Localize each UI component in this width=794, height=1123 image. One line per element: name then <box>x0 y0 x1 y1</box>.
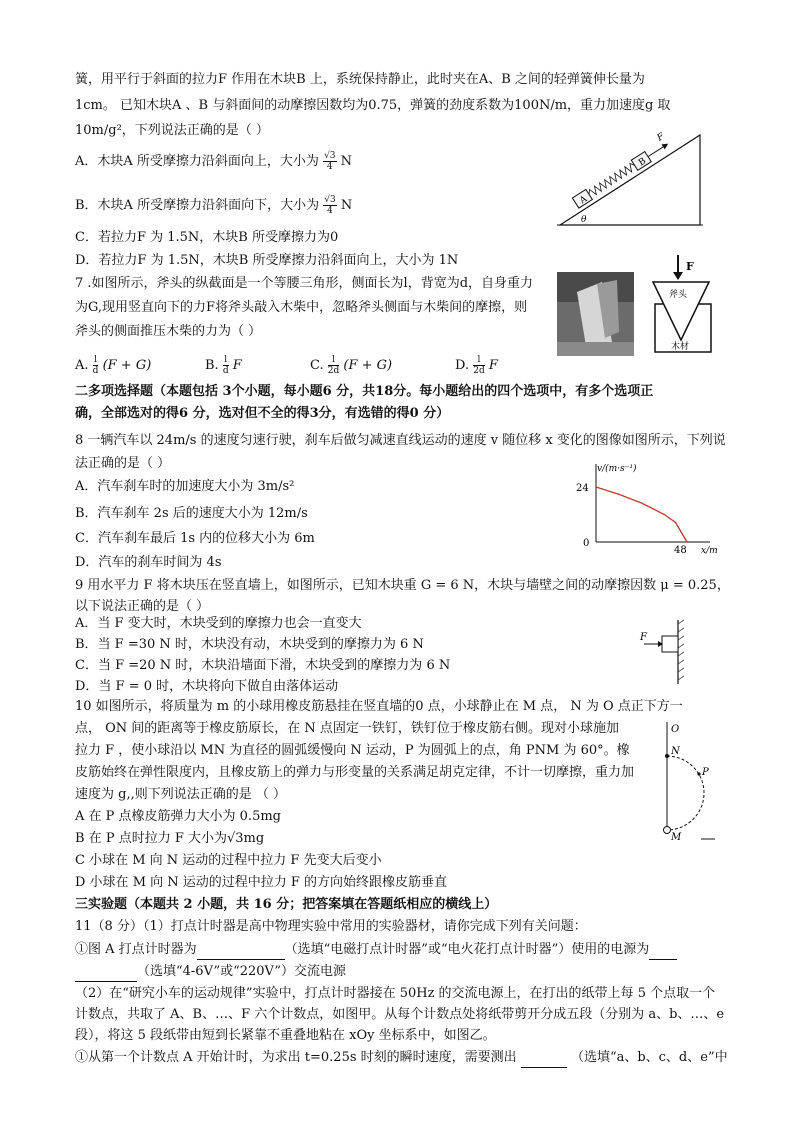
x-tick-label: 48 <box>674 545 687 555</box>
q7-line-1: 7 .如图所示，斧头的纵截面是一个等腰三角形，侧面长为l，背宽为d，自身重力 <box>75 276 534 291</box>
q10-option-c: C 小球在 M 向 N 运动的过程中拉力 F 先变大后变小 <box>75 853 382 868</box>
q11-line-5: 计数点，共取了 A、B、…、F 六个计数点，如图甲。从每个计数点处将纸带剪开分成五段（分别为 a、b、…、e <box>75 1007 725 1022</box>
blank-3[interactable] <box>521 1049 567 1068</box>
frac-denominator: 4 <box>326 162 333 172</box>
series-line <box>596 487 687 542</box>
axe-diagram <box>645 252 725 357</box>
q8-option-c: C．汽车刹车最后 1s 内的位移大小为 6m <box>75 531 315 546</box>
q9-line-2: 以下说法正确的是（ ） <box>75 599 210 614</box>
theta-label: θ <box>581 215 587 225</box>
rubber-band-figure <box>655 718 725 843</box>
q6-option-c: C．若拉力F 为 1.5N，木块B 所受摩擦力为0 <box>75 230 339 245</box>
q10-line-1: 10 如图所示，将质量为 m 的小球用橡皮筋悬挂在竖直墙的0 点，小球静止在 M 点， N 为 O 点正下方一 <box>75 699 683 714</box>
block-a-label: A <box>578 194 590 207</box>
force-f-label: F <box>686 260 694 273</box>
q10-option-b: B 在 P 点时拉力 F 大小为√3mg <box>75 831 265 846</box>
q7-option-b: B. $\frac{l}{d}$ F <box>205 355 242 376</box>
point-m-label: M <box>671 832 682 843</box>
section2-line-2: 确，全部选对的得6 分，选对但不全的得3分，有选错的得0 分） <box>75 406 450 421</box>
q9-option-b: B．当 F =30 N 时，木块没有动，木块受到的摩擦力为 6 N <box>75 637 424 652</box>
q8-line-2: 法正确的是（ ） <box>75 456 171 471</box>
q11-line-1: 11（8 分）（1）打点计时器是高中物理实验中常用的实验器材，请你完成下列有关问题： <box>75 919 587 934</box>
q6-option-b: B．木块A 所受摩擦力沿斜面向下，大小为 $\frac{√3}{4}$ N <box>75 195 353 216</box>
blank-2b[interactable] <box>75 963 137 982</box>
q6-line-1: 簧，用平行于斜面的拉力F 作用在木块B 上，系统保持静止，此时夹在A、B 之间的轻弹簧伸长量为 <box>75 72 645 87</box>
q6-line-2: 1cm。 已知木块A 、B 与斜面间的动摩擦因数均为0.75，弹簧的劲度系数为100N/m，重力加速度g 取 <box>75 98 671 113</box>
q7-line-3: 斧头的侧面推压木柴的力为（ ） <box>75 324 262 339</box>
q7-option-a: A. $\frac{l}{d}$ (F + G) <box>75 355 152 376</box>
q8-option-d: D．汽车的刹车时间为 4s <box>75 555 222 570</box>
q9-option-a: A．当 F 变大时，木块受到的摩擦力也会一直变大 <box>75 616 362 631</box>
q10-option-a: A 在 P 点橡皮筋弹力大小为 0.5mg <box>75 809 281 824</box>
q11-line-3: （选填“4-6V”或“220V”）交流电源 <box>75 963 346 982</box>
q10-line-5: 速度为 g,,则下列说法正确的是 （ ） <box>75 787 286 802</box>
q11-line-4: （2）在“研究小车的运动规律”实验中，打点计时器接在 50Hz 的交流电源上，在打出的纸带上每 5 个点取一个 <box>75 986 716 1001</box>
y-axis-label: v/(m·s⁻¹) <box>597 464 637 474</box>
q6-option-a: A．木块A 所受摩擦力沿斜面向上，大小为 $\frac{√3}{4}$ N <box>75 151 353 172</box>
arc-path <box>667 756 704 830</box>
q6-option-d: D．若拉力F 为 1.5N，木块B 所受摩擦力沿斜面向上，大小为 1N <box>75 253 459 268</box>
q6-line-3: 10m/g²，下列说法正确的是（ ） <box>75 123 269 138</box>
force-f-label: F <box>640 632 647 643</box>
down-arrow-icon <box>673 272 683 280</box>
point-n-label: N <box>671 746 680 757</box>
force-f-label: F <box>655 131 667 144</box>
q10-line-2: 点， ON 间的距离等于橡皮筋原长，在 N 点固定一铁钉，铁钉位于橡皮筋右侧。现对小球施加 <box>75 721 619 736</box>
axe-photo <box>557 272 634 356</box>
wood-label: 木材 <box>671 342 690 352</box>
q9-option-c: C．当 F =20 N 时，木块沿墙面下滑，木块受到的摩擦力为 6 N <box>75 658 451 673</box>
q10-line-4: 皮筋始终在弹性限度内，且橡皮筋上的弹力与形变量的关系满足胡克定律，不计一切摩擦，重力加 <box>75 765 635 780</box>
blank-2a[interactable] <box>649 941 677 960</box>
q7-line-2: 为G,现用竖直向下的力F将斧头敲入木柴中，忽略斧头侧面与木柴间的摩擦，则 <box>75 300 528 315</box>
q11-line-7: ①从第一个计数点 A 开始计时，为求出 t=0.25s 时刻的瞬时速度，需要测出 （选填“a、b、c、d、e”中 <box>75 1049 728 1068</box>
point-p <box>697 772 700 775</box>
q7-option-c: C. $\frac{l}{2d}$ (F + G) <box>310 355 393 376</box>
axe-label: 斧头 <box>669 290 688 300</box>
origin-label: 0 <box>583 538 590 549</box>
frac-numerator: √3 <box>324 195 336 205</box>
velocity-displacement-chart <box>570 460 730 555</box>
frac-denominator: 4 <box>327 206 333 216</box>
block <box>662 636 678 652</box>
ball-m <box>664 827 671 834</box>
section3-title: 三实验题（本题共 2 小题，共 16 分；把答案填在答题纸相应的横线上） <box>75 897 498 912</box>
point-p-label: P <box>702 767 709 778</box>
q11-line-6: 段），将这 5 段纸带由短到长紧靠不重叠地粘在 xOy 坐标系中，如图乙。 <box>75 1028 496 1043</box>
x-axis-label: x/m <box>701 546 718 555</box>
q8-line-1: 8 一辆汽车以 24m/s 的速度匀速行驶，刹车后做匀减速直线运动的速度 v 随位移 x 变化的图像如图所示，下列说 <box>75 433 726 448</box>
q9-line-1: 9 用水平力 F 将木块压在竖直墙上，如图所示，已知木块重 G = 6 N，木块与墙壁之间的动摩擦因数 μ = 0.25， <box>75 578 730 593</box>
q8-option-b: B．汽车刹车 2s 后的速度大小为 12m/s <box>75 506 308 521</box>
q10-line-3: 拉力 F ，使小球沿以 MN 为直径的圆弧缓慢向 N 运动，P 为圆弧上的点，角 PNM 为 60°。橡 <box>75 743 630 758</box>
block-b-label: B <box>637 156 649 169</box>
q7-option-d: D. $\frac{l}{2d}$ F <box>455 355 498 376</box>
q9-option-d: D．当 F = 0 时，木块将向下做自由落体运动 <box>75 679 339 694</box>
frac-numerator: √3 <box>324 151 336 161</box>
q11-line-2: ①图 A 打点计时器为 （选填“电磁打点计时器”或“电火花打点计时器”）使用的电源为 <box>75 941 677 960</box>
blank-1[interactable] <box>197 941 285 960</box>
q8-option-a: A．汽车刹车时的加速度大小为 3m/s² <box>75 479 295 494</box>
y-tick-label: 24 <box>576 483 589 494</box>
q10-option-d: D 小球在 M 向 N 运动的过程中拉力 F 的方向始终跟橡皮筋垂直 <box>75 875 448 890</box>
wall-block-figure <box>636 618 696 686</box>
incline-figure <box>555 130 705 230</box>
section2-line-1: 二多项选择题（本题包括 3个小题，每小题6 分，共18分。每小题给出的四个选项中，有多个选项正 <box>75 384 654 399</box>
point-o-label: O <box>671 724 680 735</box>
